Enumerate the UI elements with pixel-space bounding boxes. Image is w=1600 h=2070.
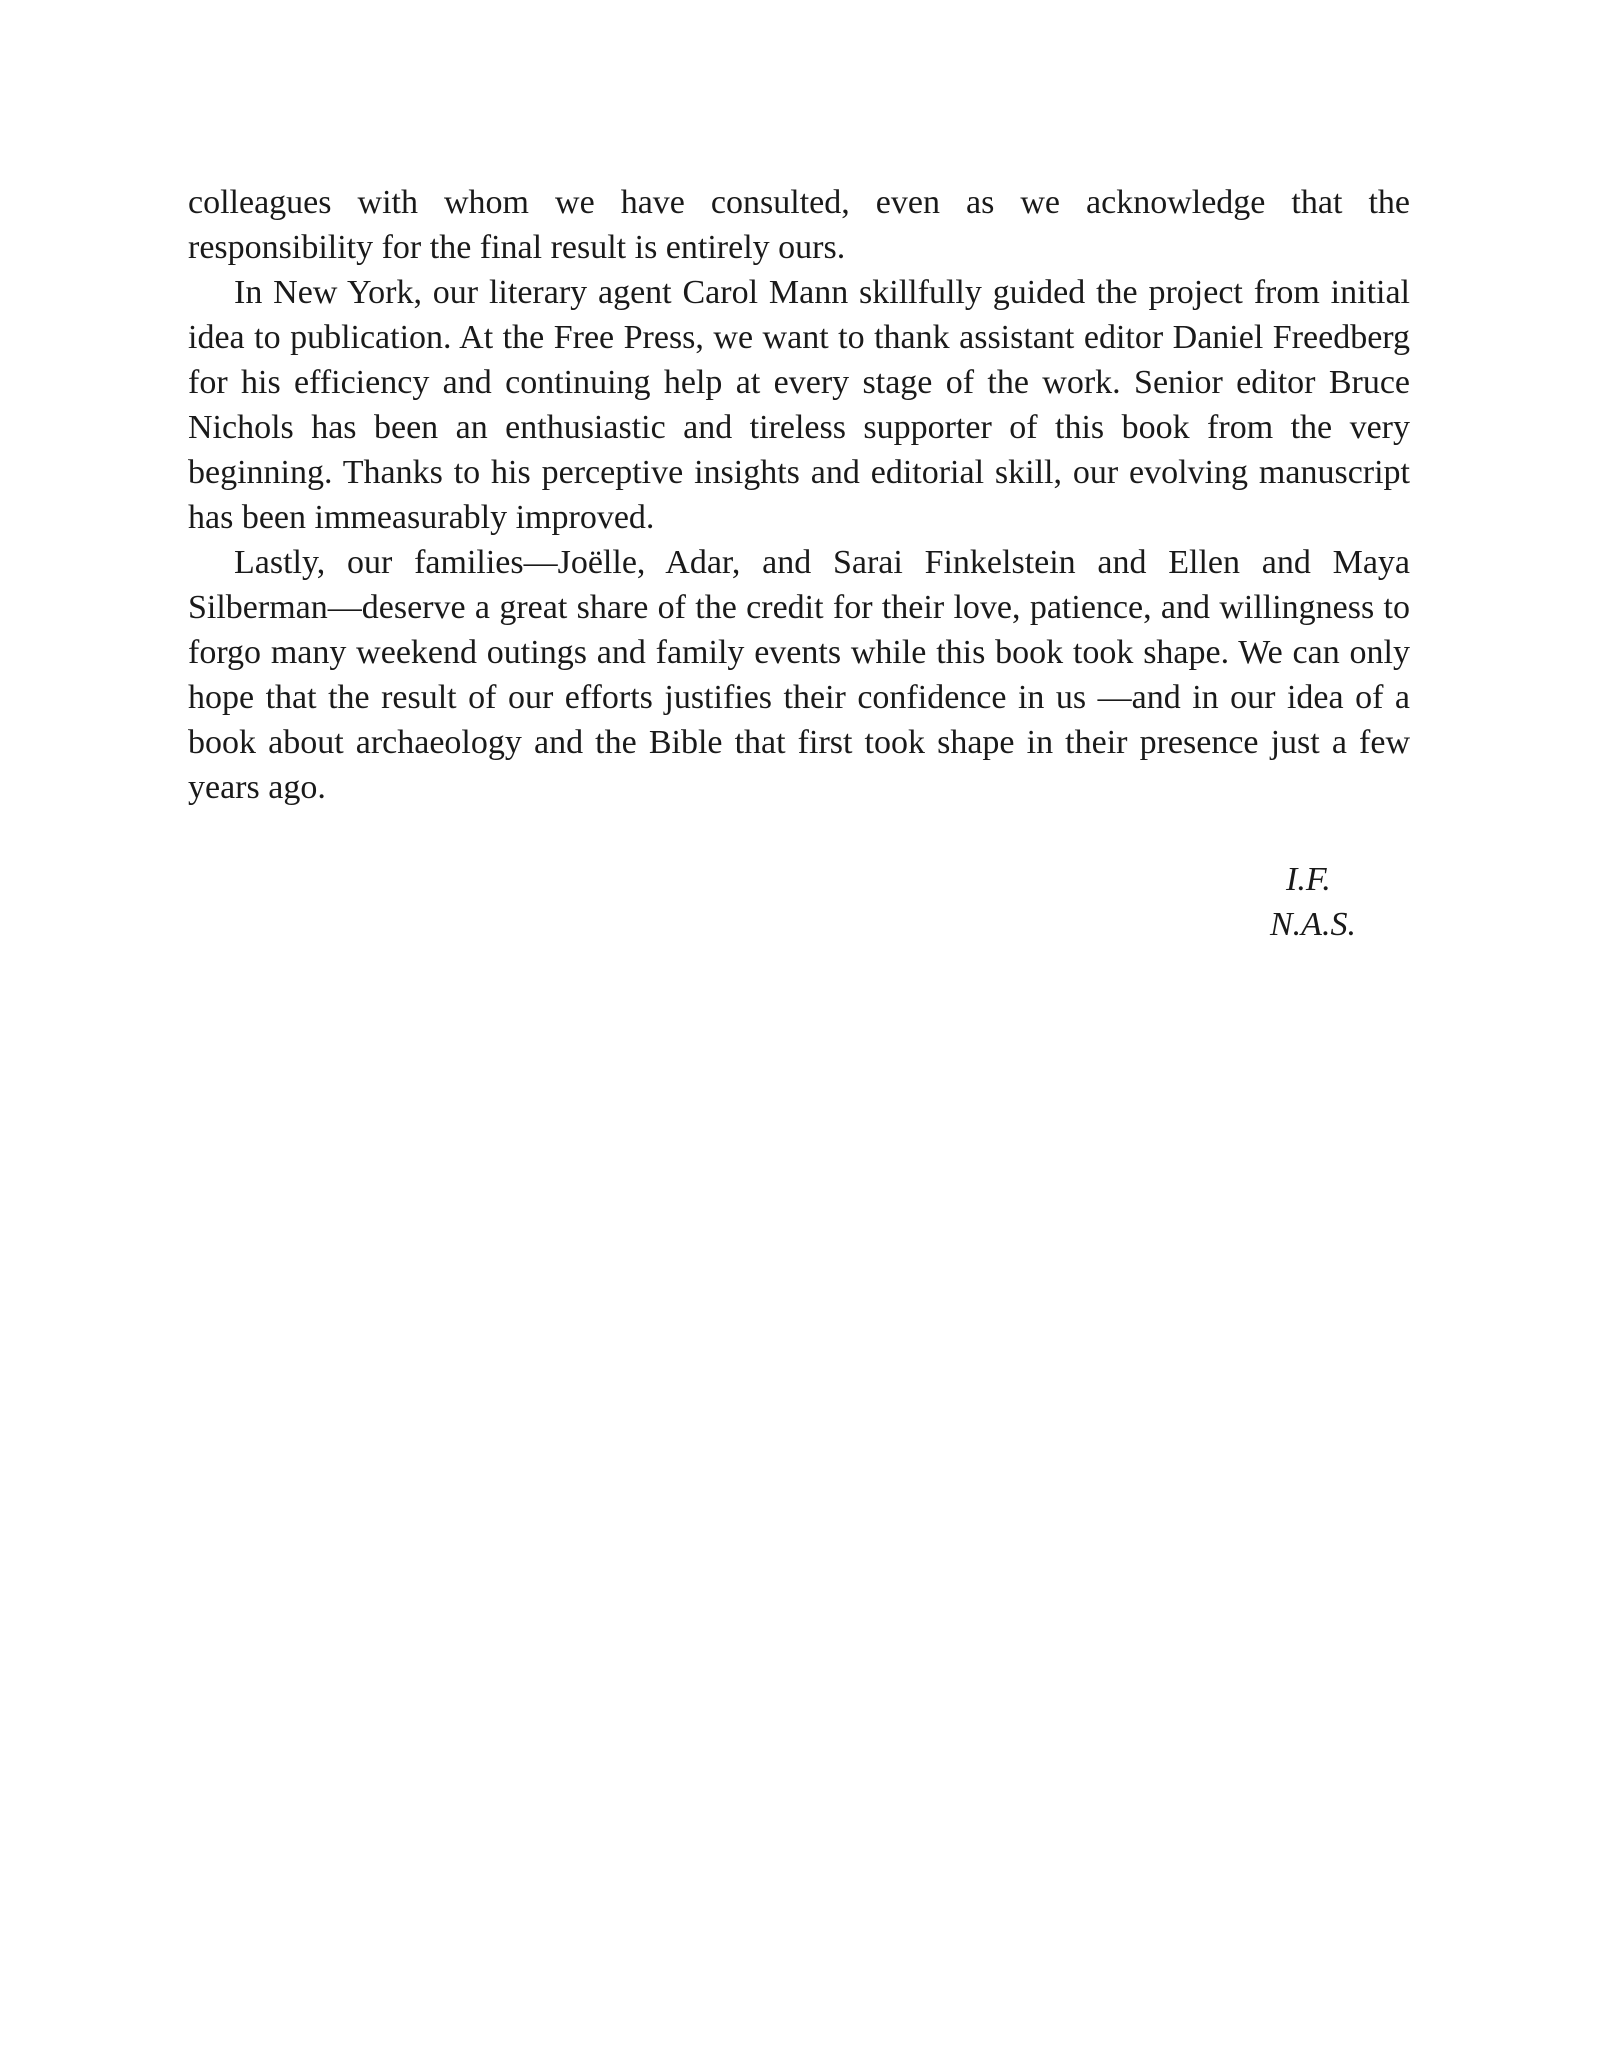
initials-nas: N.A.S.	[1270, 906, 1356, 943]
initials-if: I.F.	[1286, 861, 1331, 898]
paragraph-literary-agent: In New York, our literary agent Carol Mann skillfully guided the project from initial idea to publication. At the Free Press, we want to thank assistant editor Daniel Freedberg for his efficiency and continuing help at every stage of the work. Senior editor Bruce Nichols has been an enthusiastic and tireless supporter of this book from the very beginning. Thanks to his perceptive insights and editorial skill, our evolving manuscript has been immeasurably improved.	[188, 274, 1410, 536]
author-initials	[1270, 857, 1356, 947]
paragraph-families: Lastly, our families—Joëlle, Adar, and Sarai Finkelstein and Ellen and Maya Silberman—deserve a great share of the credit for their love, patience, and willingness to forgo many weekend outings and family events while this book took shape. We can only hope that the result of our efforts justifies their confidence in us —and in our idea of a book about archaeology and the Bible that first took shape in their presence just a few years ago.	[188, 544, 1410, 806]
acknowledgments-text	[188, 180, 1410, 810]
paragraph-continuation: colleagues with whom we have consulted, even as we acknowledge that the responsibility for the final result is entirely ours.	[188, 184, 1410, 266]
